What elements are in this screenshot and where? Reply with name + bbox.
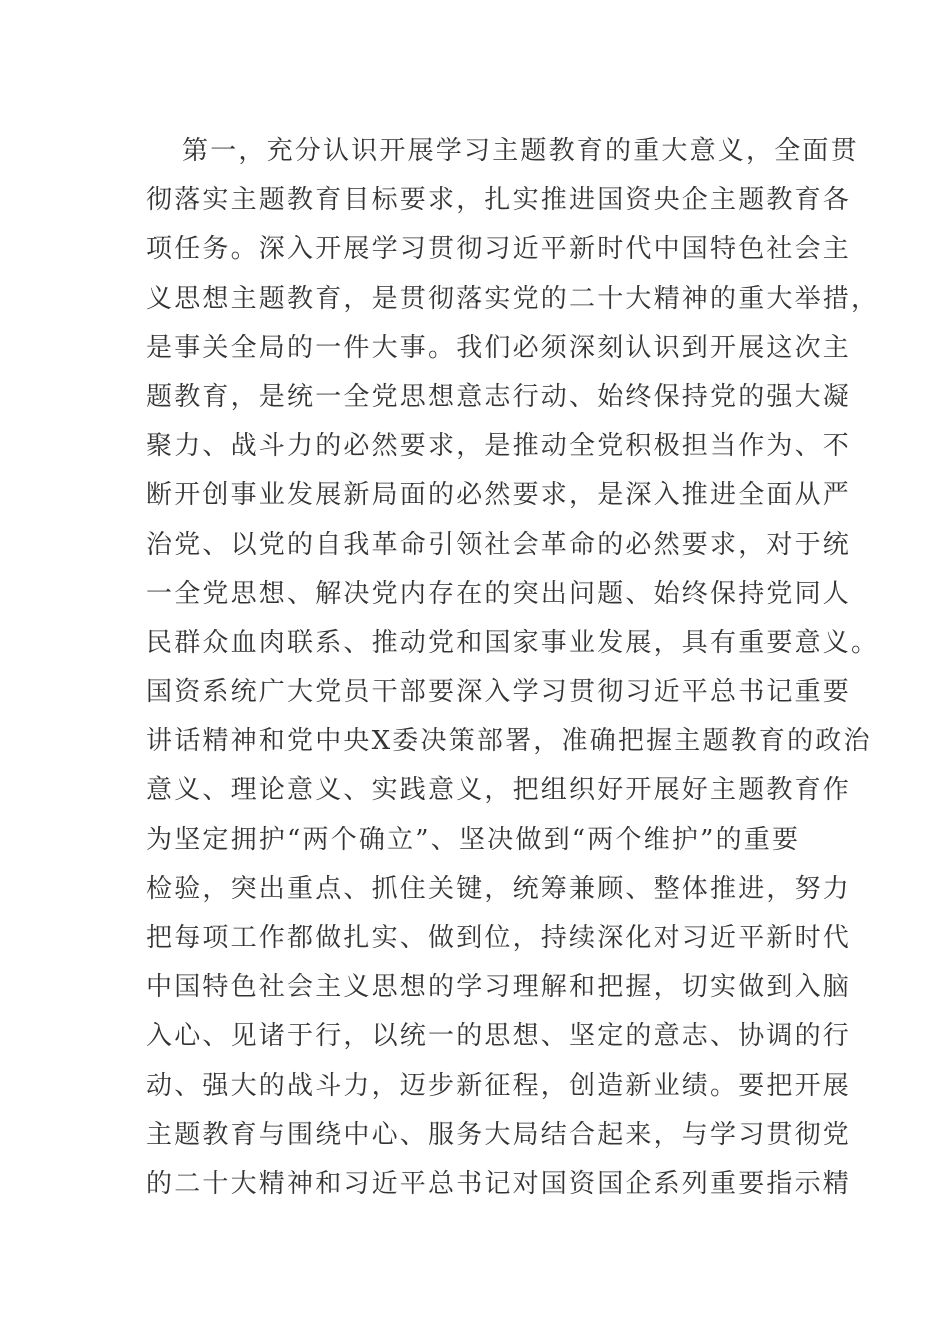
paragraph-line: 彻落实主题教育目标要求，扎实推进国资央企主题教育各 xyxy=(146,185,852,216)
paragraph-line: 入心、见诸于行，以统一的思想、坚定的意志、协调的行 xyxy=(146,1021,852,1052)
paragraph-line: 第一，充分认识开展学习主题教育的重大意义，全面贯 xyxy=(182,136,859,166)
paragraph-line: 讲话精神和党中央X委决策部署，准确把握主题教育的政治 xyxy=(146,726,872,757)
paragraph-line: 项任务。深入开展学习贯彻习近平新时代中国特色社会主 xyxy=(146,234,852,265)
paragraph-line: 断开创事业发展新局面的必然要求，是深入推进全面从严 xyxy=(146,480,852,511)
paragraph-line: 民群众血肉联系、推动党和国家事业发展，具有重要意义。 xyxy=(146,627,880,658)
paragraph-line: 一全党思想、解决党内存在的突出问题、始终保持党同人 xyxy=(146,578,852,609)
paragraph-line: 是事关全局的一件大事。我们必须深刻认识到开展这次主 xyxy=(146,332,852,363)
paragraph-line: 义思想主题教育，是贯彻落实党的二十大精神的重大举措， xyxy=(146,283,880,314)
paragraph-line: 题教育，是统一全党思想意志行动、始终保持党的强大凝 xyxy=(146,381,852,412)
paragraph-line: 动、强大的战斗力，迈步新征程，创造新业绩。要把开展 xyxy=(146,1070,852,1101)
paragraph-line: 主题教育与围绕中心、服务大局结合起来，与学习贯彻党 xyxy=(146,1119,852,1150)
paragraph-line: 把每项工作都做扎实、做到位，持续深化对习近平新时代 xyxy=(146,923,852,953)
paragraph-line: 检验，突出重点、抓住关键，统筹兼顾、整体推进，努力 xyxy=(146,873,852,904)
paragraph-line: 的二十大精神和习近平总书记对国资国企系列重要指示精 xyxy=(146,1168,852,1199)
paragraph-line: 治党、以党的自我革命引领社会革命的必然要求，对于统 xyxy=(146,529,852,560)
body-paragraph xyxy=(146,127,880,1209)
paragraph-line: 中国特色社会主义思想的学习理解和把握，切实做到入脑 xyxy=(146,972,852,1003)
paragraph-line: 意义、理论意义、实践意义，把组织好开展好主题教育作 xyxy=(146,775,852,806)
paragraph-line: 聚力、战斗力的必然要求，是推动全党积极担当作为、不 xyxy=(146,431,852,462)
paragraph-line: 为坚定拥护“两个确立”、坚决做到“两个维护”的重要 xyxy=(146,824,801,855)
paragraph-line: 国资系统广大党员干部要深入学习贯彻习近平总书记重要 xyxy=(146,677,852,708)
